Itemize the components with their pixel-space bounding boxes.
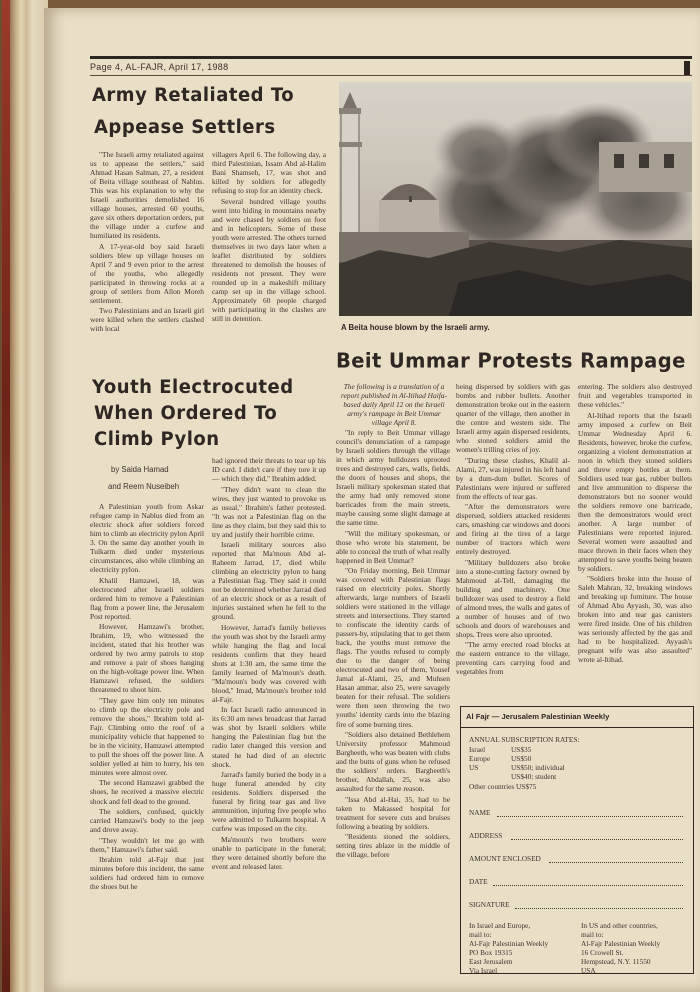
news-photo — [339, 82, 692, 316]
rate-region: US — [469, 763, 479, 772]
name-field-label: NAME — [469, 808, 491, 817]
story1-column-2 — [212, 150, 326, 324]
paragraph: villagers April 6. The following day, a third Palestinian, Issam Abd al-Halim Bani Shamseh, 17, was shot and killed by soldiers for allegedly refusing to stop for an identity check. — [212, 150, 326, 196]
paragraph: "They gave him only ten minutes to climb up the electricity pole and remove the shoes," Ibrahim told al-Fajr. Climbing onto the roof of a municipality vehicle that happened to be in the vicinity, Hamzawi attempted to pull the shoes off the power line. A soldier yelled at him to hurry, his ten minutes were almost over. — [90, 695, 204, 777]
rate-other: Other countries US$75 — [469, 782, 537, 791]
mail-right-line: Hempstead, N.Y. 11550 — [581, 957, 651, 966]
mail-right-line: 16 Crowell St. — [581, 948, 624, 957]
story2-headline-line1: Youth Electrocuted — [92, 376, 294, 399]
mail-left-line: PO Box 19315 — [469, 948, 513, 957]
paragraph: Two Palestinians and an Israeli girl were killed when the settlers clashed with local — [90, 306, 204, 334]
paragraph: A 17-year-old boy said Israeli soldiers blew up village houses on April 7 and 9 even prior to the arrest of the youths, who allegedly participated in throwing rocks at a group of settlers from Allon Moreh settlement. — [90, 241, 204, 305]
rate-price: US$40; student — [511, 772, 557, 781]
spine-edge — [2, 0, 10, 992]
paragraph: "On Friday morning, Beit Ummar was covered with Palestinian flags raised on electricity poles. Shortly afterwards, large numbers of Israeli soldiers were stationed in the village streets and intersections. They started to confiscate the identity cards of passers-by, stipulating that to get them back, the youths must remove the flags. The youths refused to comply due to the danger of being electrocuted and two of them, Yousef Jamal al-Alami, 25, and Muhsen Hasan ammar, also 25, were savagely beaten for their refusal. The soldiers were then seen throwing the two youths' identity cards into the blazing fire of some burning tires. — [336, 566, 450, 729]
paragraph: "Military bulldozers also broke into a stone-cutting factory owned by Mahmoud al-Tell, damaging the building and machinery. One bulldozer was used to destroy a field of almond trees, the walls and gates of a number of houses and of two schools and doors of warehouses and shops. Trees were also uprooted. — [456, 557, 570, 639]
rate-region: Europe — [469, 754, 491, 763]
mail-right-line: In US and other countries, — [581, 921, 658, 930]
story3-column-1 — [336, 428, 450, 861]
amount-field-line[interactable] — [549, 861, 683, 863]
paragraph: The second Hamzawi grabbed the shoes, he received a massive electric shock and fell dead to the ground. — [90, 778, 204, 806]
paragraph: "Issa Abd al-Hai, 35, had to be taken to Makassed hospital for treatment for severe cuts and bruises following a beating by soldiers. — [336, 794, 450, 831]
rate-price: US$50 — [511, 754, 532, 763]
paragraph: In fact Israeli radio announced in its 6:30 am news broadcast that Jarrad was shot by Israeli soldiers while hanging the Palestinian flag but the radio later changed this version and stated he had died of an electric shock. — [212, 705, 326, 769]
story1-headline-line1: Army Retaliated To — [92, 84, 295, 107]
folio-marker — [684, 61, 690, 75]
mail-right-line: mail to: — [581, 930, 604, 939]
byline-2: and Reem Nuseibeh — [108, 482, 180, 491]
rate-region: Israel — [469, 745, 486, 754]
mail-left-line: East Jerusalem — [469, 957, 513, 966]
paragraph: entering. The soldiers also destroyed fruit and vegetables transported in these vehicles." — [578, 382, 692, 410]
paragraph: had ignored their threats to tear up his ID card. I didn't care if they tore it up — which they did," Ibrahim added. — [212, 456, 326, 484]
paragraph: "Residents stoned the soldiers, setting tires ablaze in the middle of the village, before — [336, 832, 450, 860]
signature-field-label: SIGNATURE — [469, 900, 510, 909]
paragraph: "Soldiers also detained Bethlehem University professor Mahmoud Bargheeth, who was beaten with clubs and the butts of guns when he refused the soldiers' orders. Bargheeth's brother, Abdallah, 25, was also assaulted for the same reason. — [336, 730, 450, 794]
story2-headline-line2: When Ordered To — [94, 402, 278, 425]
rate-price: US$50; individual — [511, 763, 565, 772]
story2-headline-line3: Climb Pylon — [94, 428, 220, 451]
page-folio: Page 4, AL-FAJR, April 17, 1988 — [90, 62, 229, 72]
book-binding — [0, 0, 48, 992]
signature-field-line[interactable] — [515, 907, 683, 909]
address-field-label: ADDRESS — [469, 831, 503, 840]
story2-column-1 — [90, 502, 204, 893]
photo-image — [339, 82, 692, 316]
paragraph: Ibrahim told al-Fajr that just minutes before this incident, the same soldiers had ordered him to remove the shoes but he — [90, 855, 204, 892]
paragraph: "In reply to Beit Ummar village council's denunciation of a rampage by Israeli soldiers through the village in which army bulldozers uprooted trees and destroyed cars, walls, fields, the doors of houses and shops, the Israeli military spokesman stated that the army had only removed stone barricades from the main streets, maybe causing some slight damage at the same time. — [336, 428, 450, 528]
mail-right-line: USA — [581, 966, 596, 975]
mail-left-line: In Israel and Europe, — [469, 921, 531, 930]
paragraph: The soldiers, confused, quickly carried Hamzawi's body to the jeep and drove away. — [90, 807, 204, 835]
paragraph: Al-Itihad reports that the Israeli army imposed a curfew on Beit Ummar Wednesday April 6. Residents, however, broke the curfew, organizing a violent demonstration at noon in which they stoned soldiers and threw empty bottles at them. Soldiers used tear gas, rubber bullets and live ammunition to disperse the demonstrators but no sooner would the soldiers remove one barricade, then the demonstrators would erect another. A large number of Palestinians were reported injured. Several women were assaulted and mace thrown in their faces when they attempted to save youths being beaten by soldiers. — [578, 410, 692, 573]
paragraph: A Palestinian youth from Askar refugee camp in Nablus died from an electric shock after soldiers forced him to climb an electricity pylon April 3. On the same day another youth in Tulkarm died under mysterious circumstances, also while climbing an electricity pylon. — [90, 502, 204, 575]
subscription-coupon — [460, 706, 694, 974]
story3-headline: Beit Ummar Protests Rampage — [336, 348, 686, 373]
paragraph: Several hundred village youths went into hiding in mountains nearby and were chased by soldiers on foot and in helicopters. Some of these youth were arrested. The others turned themselves in two days later when a leaflet distributed by soldiers threatened to demolish the houses of residents not present. They were rounded up in a makeshift military camp set up in the village school. Approximately 60 people charged with participating in the clashes are still in detention. — [212, 196, 326, 323]
address-field-line[interactable] — [511, 838, 683, 840]
paragraph: Ma'moun's two brothers were unable to participate in the funeral; they were detained shortly before the event and released later. — [212, 834, 326, 871]
rate-price: US$35 — [511, 745, 532, 754]
paragraph: However, Hamzawi's brother, Ibrahim, 19, who witnessed the incident, stated that his brother was ordered by two army patrols to stop and remove a pair of shoes hanging on the high-voltage power line. When Hamzawi refused, the soldiers threatened to shoot him. — [90, 622, 204, 695]
paragraph: However, Jarrad's family believes the youth was shot by the Israeli army while hanging the flag and local residents confirm that they heard shots at 1:30 am, the same time the family learned of Ma'moun's death. "Ma'moun's body was covered with blood," Imad, Ma'moun's brother told al-Fajr. — [212, 622, 326, 704]
mail-left-line: Via Israel — [469, 966, 498, 975]
photo-caption: A Beita house blown by the Israeli army. — [341, 323, 490, 332]
paragraph: "After the demonstrators were dispersed, soldiers attacked residents cars, smashing car windows and doors and firing at the tires of a large number of tractors which were entirely destroyed. — [456, 502, 570, 557]
mail-left-line: mail to: — [469, 930, 492, 939]
paragraph: "The army erected road blocks at the eastern entrance to the village, preventing cars carrying food and vegetables from — [456, 640, 570, 677]
mail-right-line: Al-Fajr Palestinian Weekly — [581, 939, 661, 948]
paragraph: "Will the military spokesman, or those who wrote his statement, be able to conceal the truth of what really happened in Beit Ummar? — [336, 528, 450, 565]
coupon-header: Al Fajr — Jerusalem Palestinian Weekly — [461, 707, 693, 728]
paragraph: "Soldiers broke into the house of Saleh Mahran, 32, breaking windows and breaking up furniture. The house of Ahmad Abu Ayyash, 30, was also broken into and tear gas canisters were fired inside. One of his children was seriously affected by the gas and had to be hospitalized. Ayyash's pregnant wife was also assaulted" wrote al-Itihad. — [578, 574, 692, 665]
story3-column-2 — [456, 382, 570, 678]
amount-field-label: AMOUNT ENCLOSED — [469, 854, 541, 863]
story3-intro: The following is a translation of a report published in Al-Itihad Haifa-based daily April 12 on the Israeli army's rampage in Beit Ummar village April 8. — [341, 382, 447, 428]
mail-left-line: Al-Fajr Palestinian Weekly — [469, 939, 549, 948]
story1-column-1 — [90, 150, 204, 335]
paragraph: "The Israeli army retaliated against us to appease the settlers," said Ahmad Hasan Salman, 27, a resident of Beita village southeast of Nablus. This was his explanation to why the Israeli authorities demolished 16 village houses, arrested 60 youths, gave six others deportation orders, put the village under a curfew and humiliated its residents. — [90, 150, 204, 241]
rates-title: ANNUAL SUBSCRIPTION RATES: — [469, 735, 580, 744]
paragraph: Israeli military sources also reported that Ma'moun Abd al-Raheem Jarrad, 17, died while climbing an electricity pylon to hang a Palestinian flag. They said it could not be determined whether Jarrad died of an electric shock or as a result of injuries sustained when he fell to the ground. — [212, 540, 326, 622]
folio-rule — [90, 75, 692, 76]
name-field-line[interactable] — [497, 815, 683, 817]
paragraph: being dispersed by soldiers with gas bombs and rubber bullets. Another demonstration broke out in the eastern quarter of the village, then another in the centre and western side. The Israeli army again dispersed residents, who stoned soldiers amid the women's trilling cries of joy. — [456, 382, 570, 455]
story3-column-3 — [578, 382, 692, 666]
paragraph: "During these clashes, Khalil al-Alami, 27, was injured in his left hand by a dum-dum bullet. Scores of Palestinians were injured or suffered from the effects of tear gas. — [456, 455, 570, 501]
date-field-label: DATE — [469, 877, 488, 886]
story1-headline-line2: Appease Settlers — [94, 116, 276, 139]
top-rule — [90, 56, 692, 59]
paragraph: Jarrad's family buried the body in a huge funeral attended by city residents. Soldiers dispersed the funeral by firing tear gas and live ammunition, injuring five people who were admitted to Tulkarm hospital. A curfew was imposed on the city. — [212, 770, 326, 834]
paragraph: Khalil Hamzawi, 18, was electrocuted after Israeli soldiers ordered him to remove a Palestinian flag from a power line, the Jerusalem Post reported. — [90, 575, 204, 621]
date-field-line[interactable] — [493, 884, 683, 886]
story2-column-2 — [212, 456, 326, 872]
paragraph: "They didn't want to clean the wires, they just wanted to provoke us as usual," Ibrahim's father protested. "It was not a Palestinian flag on the line as they claim, but they said this to try and justify their horrible crime. — [212, 484, 326, 539]
paragraph: "They wouldn't let me go with them," Hamzawi's father said. — [90, 835, 204, 854]
byline-1: by Saida Hamad — [111, 465, 169, 474]
